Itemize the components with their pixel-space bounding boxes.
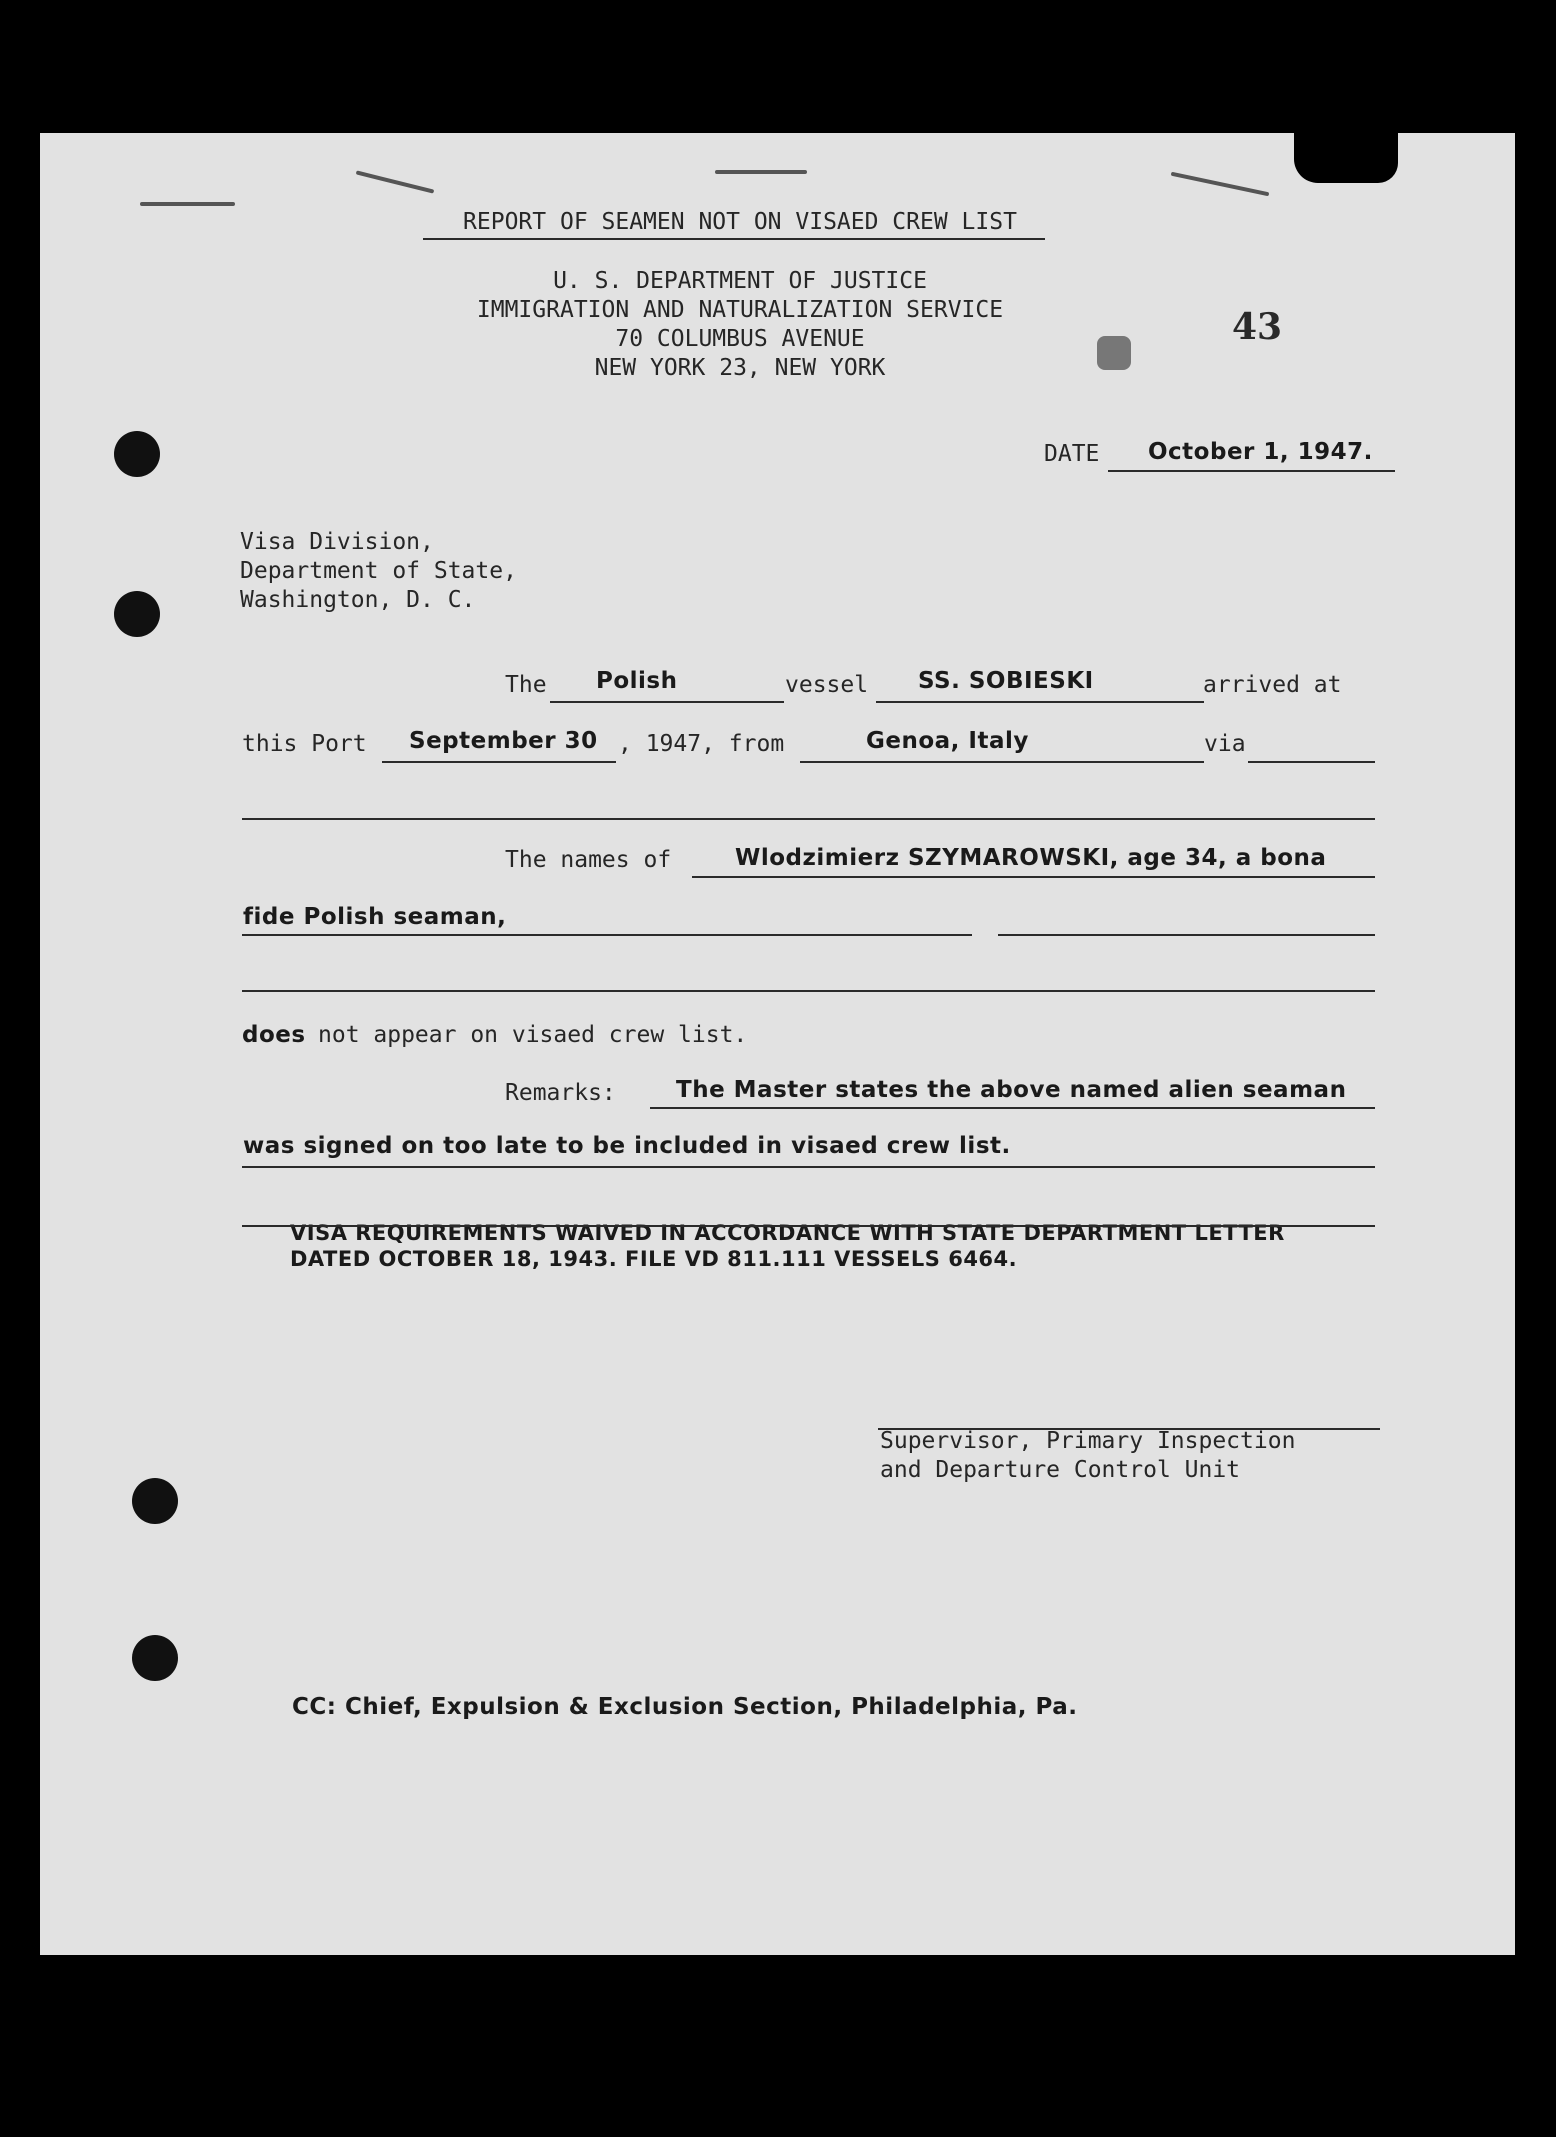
- addressee-line-2: Department of State,: [240, 558, 517, 584]
- service-name: IMMIGRATION AND NATURALIZATION SERVICE: [476, 297, 1004, 323]
- date-line: [1108, 470, 1395, 472]
- remarks-label: Remarks:: [505, 1080, 616, 1106]
- vessel-name-line: [876, 701, 1204, 703]
- remarks-line-1: The Master states the above named alien seaman: [676, 1077, 1347, 1103]
- names-line-3: [242, 990, 1375, 992]
- remarks-line-2: was signed on too late to be included in visaed crew list.: [243, 1133, 1011, 1159]
- blank-line: [242, 818, 1375, 820]
- punch-hole: [114, 431, 160, 477]
- remarks-line-2-rule: [242, 1166, 1375, 1168]
- label-port: this Port: [242, 731, 367, 757]
- report-title: REPORT OF SEAMEN NOT ON VISAED CREW LIST: [463, 209, 1017, 235]
- remarks-line-1-rule: [650, 1107, 1375, 1109]
- label-arrived: arrived at: [1203, 672, 1342, 698]
- names-line-1: [692, 876, 1375, 878]
- appearance-text: not appear on visaed crew list.: [318, 1022, 748, 1048]
- addressee-line-1: Visa Division,: [240, 529, 434, 555]
- street-address: 70 COLUMBUS AVENUE: [615, 326, 865, 352]
- torn-corner: [1294, 133, 1398, 183]
- title-underline: [423, 238, 1045, 240]
- waiver-line-2: DATED OCTOBER 18, 1943. FILE VD 811.111 VESSELS 6464.: [290, 1247, 1018, 1271]
- seaman-name-line-2: fide Polish seaman,: [243, 904, 507, 930]
- label-names: The names of: [505, 847, 672, 873]
- nationality-line: [550, 701, 784, 703]
- punch-hole: [132, 1478, 178, 1524]
- signature-title-1: Supervisor, Primary Inspection: [880, 1428, 1296, 1454]
- label-vessel: vessel: [785, 672, 869, 698]
- addressee-line-3: Washington, D. C.: [240, 587, 476, 613]
- vessel-name: SS. SOBIESKI: [918, 668, 1094, 694]
- arrival-date-line: [382, 761, 616, 763]
- page-number: 43: [1232, 306, 1283, 348]
- label-the: The: [505, 672, 547, 698]
- date-value: October 1, 1947.: [1148, 439, 1373, 465]
- ink-smudge: [715, 170, 807, 174]
- arrival-date: September 30: [409, 728, 598, 754]
- year-from: , 1947, from: [618, 731, 785, 757]
- cc-line: CC: Chief, Expulsion & Exclusion Section, Philadelphia, Pa.: [292, 1694, 1078, 1720]
- names-line-2b: [998, 934, 1375, 936]
- appearance-verb: does: [242, 1022, 306, 1048]
- signature-title-2: and Departure Control Unit: [880, 1457, 1241, 1483]
- ink-smudge: [140, 202, 235, 206]
- punch-hole: [132, 1635, 178, 1681]
- punch-hole: [114, 591, 160, 637]
- names-line-2a: [242, 934, 972, 936]
- label-via: via: [1204, 731, 1246, 757]
- via-line: [1248, 761, 1375, 763]
- seaman-name-line-1: Wlodzimierz SZYMAROWSKI, age 34, a bona: [735, 845, 1327, 871]
- waiver-strike-rule: [242, 1225, 1375, 1227]
- department-name: U. S. DEPARTMENT OF JUSTICE: [553, 268, 927, 294]
- city-address: NEW YORK 23, NEW YORK: [594, 355, 886, 381]
- origin-port: Genoa, Italy: [866, 728, 1029, 754]
- date-label: DATE: [1044, 441, 1100, 467]
- origin-line: [800, 761, 1204, 763]
- vessel-nationality: Polish: [596, 668, 678, 694]
- waiver-line-1: VISA REQUIREMENTS WAIVED IN ACCORDANCE WITH STATE DEPARTMENT LETTER: [290, 1221, 1285, 1245]
